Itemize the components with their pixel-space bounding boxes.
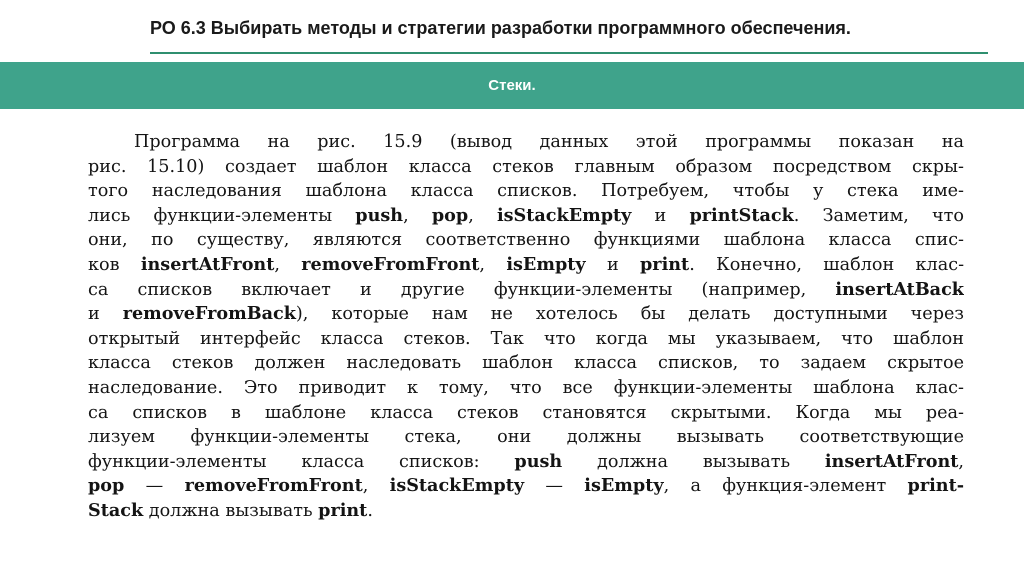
text-line [88,155,964,180]
text-line [88,327,964,352]
text-line [88,302,964,327]
text-run: и [88,304,123,325]
code-term: pop [88,475,125,497]
text-run: са списков в шаблоне класса стеков становятся скрытыми. Когда мы реа- [88,402,964,423]
text-run: , а функция-элемент [663,476,908,497]
text-line [88,450,964,475]
text-run: — [124,476,185,497]
text-run: наследование. Это приводит к тому, что все функции-элементы шаблона клас- [88,377,964,398]
section-banner [0,62,1024,109]
text-run: ), которые нам не хотелось бы делать доступными через [295,304,964,325]
section-banner-label: Стеки. [488,77,536,94]
text-run: того наследования шаблона класса списков. Потребуем, чтобы у стека име- [88,181,964,202]
text-run: . [367,500,373,521]
text-run: открытый интерфейс класса стеков. Так что когда мы указываем, что шаблон [88,328,964,349]
text-run: рис. 15.10) создает шаблон класса стеков главным образом посредством скры- [88,156,964,177]
text-run: лизуем функции-элементы стека, они должны вызывать соответствующие [88,427,964,448]
text-line [88,204,964,229]
text-line [88,253,964,278]
text-line [88,130,964,155]
code-term: isStackEmpty [496,204,632,226]
text-line [88,425,964,450]
code-term: print- [907,475,964,497]
code-term: isEmpty [584,475,664,497]
text-line [88,376,964,401]
code-term: print [318,499,368,521]
code-term: pop [431,204,469,226]
code-term: removeFromFront [301,253,480,275]
text-run: са списков включает и другие функции-элементы (например, [88,279,836,300]
text-line [88,179,964,204]
body-paragraph [88,130,964,524]
text-line [88,228,964,253]
text-run: ков [88,254,141,275]
text-run: , [468,205,497,226]
text-run: , [403,205,432,226]
code-term: print [640,253,690,275]
code-term: insertAtBack [835,278,964,300]
text-run: должна вызывать [143,500,319,521]
text-run: лись функции-элементы [88,205,356,226]
text-line [88,474,964,499]
slide-title: РО 6.3 Выбирать методы и стратегии разработки программного обеспечения. [150,18,851,38]
text-run: функции-элементы класса списков: [88,451,515,472]
text-run: — [524,476,585,497]
text-run: , [958,451,964,472]
code-term: push [514,450,563,472]
text-line [88,401,964,426]
code-term: isEmpty [506,253,586,275]
text-run: и [631,205,690,226]
text-run: , [362,476,390,497]
text-run: Программа на рис. 15.9 (вывод данных этой программы показан на [134,132,964,152]
code-term: Stack [88,499,144,521]
text-run: и [585,254,640,275]
text-run: . Конечно, шаблон клас- [689,254,964,275]
title-divider [150,52,988,54]
code-term: push [355,204,404,226]
text-line [88,499,964,524]
code-term: isStackEmpty [389,475,525,497]
text-run: , [274,254,302,275]
text-run: . Заметим, что [793,205,964,226]
text-run: должна вызывать [562,451,825,472]
code-term: insertAtFront [140,253,275,275]
code-term: removeFromFront [184,475,363,497]
code-term: printStack [689,204,794,226]
text-run: они, по существу, являются соответственно функциями шаблона класса спис- [88,230,964,251]
text-line [88,278,964,303]
text-run: , [479,254,507,275]
text-run: класса стеков должен наследовать шаблон класса списков, то задаем скрытое [88,353,964,374]
code-term: insertAtFront [824,450,959,472]
code-term: removeFromBack [122,303,296,325]
text-line [88,351,964,376]
